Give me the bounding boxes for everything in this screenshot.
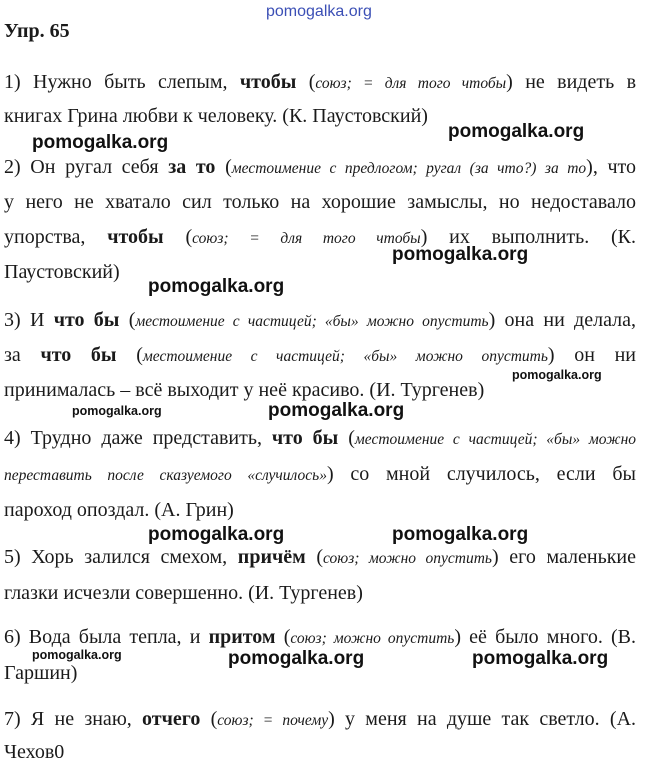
- comment: союз; = для того чтобы: [192, 230, 421, 247]
- comment: союз; = для того чтобы: [315, 75, 507, 92]
- watermark: pomogalka.org: [72, 404, 162, 418]
- keyword: притом: [208, 626, 276, 648]
- keyword: причём: [237, 546, 306, 568]
- comment: союз; можно опустить: [290, 630, 455, 647]
- watermark: pomogalka.org: [148, 524, 285, 545]
- watermark: pomogalka.org: [448, 121, 585, 142]
- comment: местоимение с частицей; «бы» можно: [354, 431, 637, 448]
- comment: союз; = почему: [217, 712, 329, 729]
- sentence-3-line-1: 3) И что бы (местоимение с частицей; «бы» можно опустить) она ни делала,: [4, 309, 637, 331]
- sentence-1-line-2: книгах Грина любви к человеку. (К. Паустовский): [4, 105, 428, 127]
- keyword: что бы: [40, 344, 117, 366]
- watermark: pomogalka.org: [32, 648, 122, 662]
- watermark: pomogalka.org: [268, 400, 405, 421]
- watermark: pomogalka.org: [472, 648, 609, 669]
- sentence-2-line-2: у него не хватало сил только на хорошие замыслы, но недоставало: [4, 191, 636, 213]
- sentence-7-line-2: Чехов0: [4, 741, 65, 763]
- watermark: pomogalka.org: [148, 276, 285, 297]
- sentence-1-line-1: 1) Нужно быть слепым, чтобы (союз; = для того чтобы) не видеть в: [4, 71, 637, 93]
- sentence-4-line-1: 4) Трудно даже представить, что бы (местоимение с частицей; «бы» можно: [4, 427, 637, 449]
- sentence-3-line-3: принималась – всё выходит у неё красиво. (И. Тургенев): [4, 379, 485, 401]
- comment: переставить после сказуемого «случилось»: [4, 467, 327, 484]
- watermark: pomogalka.org: [32, 132, 169, 153]
- sentence-4-line-3: пароход опоздал. (А. Грин): [4, 499, 234, 521]
- comment: местоимение с предлогом; ругал (за что?) за то: [231, 160, 587, 177]
- sentence-3-line-2: за что бы (местоимение с частицей; «бы» можно опустить) он ни: [4, 344, 636, 366]
- sentence-5-line-1: 5) Хорь залился смехом, причём (союз; можно опустить) его маленькие: [4, 546, 637, 568]
- watermark: pomogalka.org: [392, 244, 529, 265]
- sentence-2-line-4: Паустовский): [4, 261, 120, 283]
- watermark: pomogalka.org: [228, 648, 365, 669]
- watermark: pomogalka.org: [512, 368, 602, 382]
- keyword: чтобы: [239, 71, 297, 93]
- keyword: отчего: [142, 708, 201, 730]
- exercise-title: Упр. 65: [4, 20, 70, 42]
- sentence-5-line-2: глазки исчезли совершенно. (И. Тургенев): [4, 582, 363, 604]
- comment: местоимение с частицей; «бы» можно опустить: [135, 313, 489, 330]
- sentence-6-line-1: 6) Вода была тепла, и притом (союз; можно опустить) её было много. (В.: [4, 626, 637, 648]
- sentence-7-line-1: 7) Я не знаю, отчего (союз; = почему) у меня на душе так светло. (А.: [4, 708, 637, 730]
- sentence-2-line-3: упорства, чтобы (союз; = для того чтобы) их выполнить. (К.: [4, 226, 637, 248]
- keyword: что бы: [271, 427, 339, 449]
- comment: союз; можно опустить: [323, 550, 492, 567]
- keyword: за то: [168, 156, 216, 178]
- comment: местоимение с частицей; «бы» можно опустить: [142, 348, 548, 365]
- sentence-2-line-1: 2) Он ругал себя за то (местоимение с предлогом; ругал (за что?) за то), что: [4, 156, 636, 178]
- sentence-4-line-2: переставить после сказуемого «случилось») со мной случилось, если бы: [4, 463, 636, 485]
- watermark: pomogalka.org: [266, 3, 372, 20]
- watermark: pomogalka.org: [392, 524, 529, 545]
- keyword: чтобы: [107, 226, 164, 248]
- sentence-6-line-2: Гаршин): [4, 662, 78, 684]
- keyword: что бы: [53, 309, 120, 331]
